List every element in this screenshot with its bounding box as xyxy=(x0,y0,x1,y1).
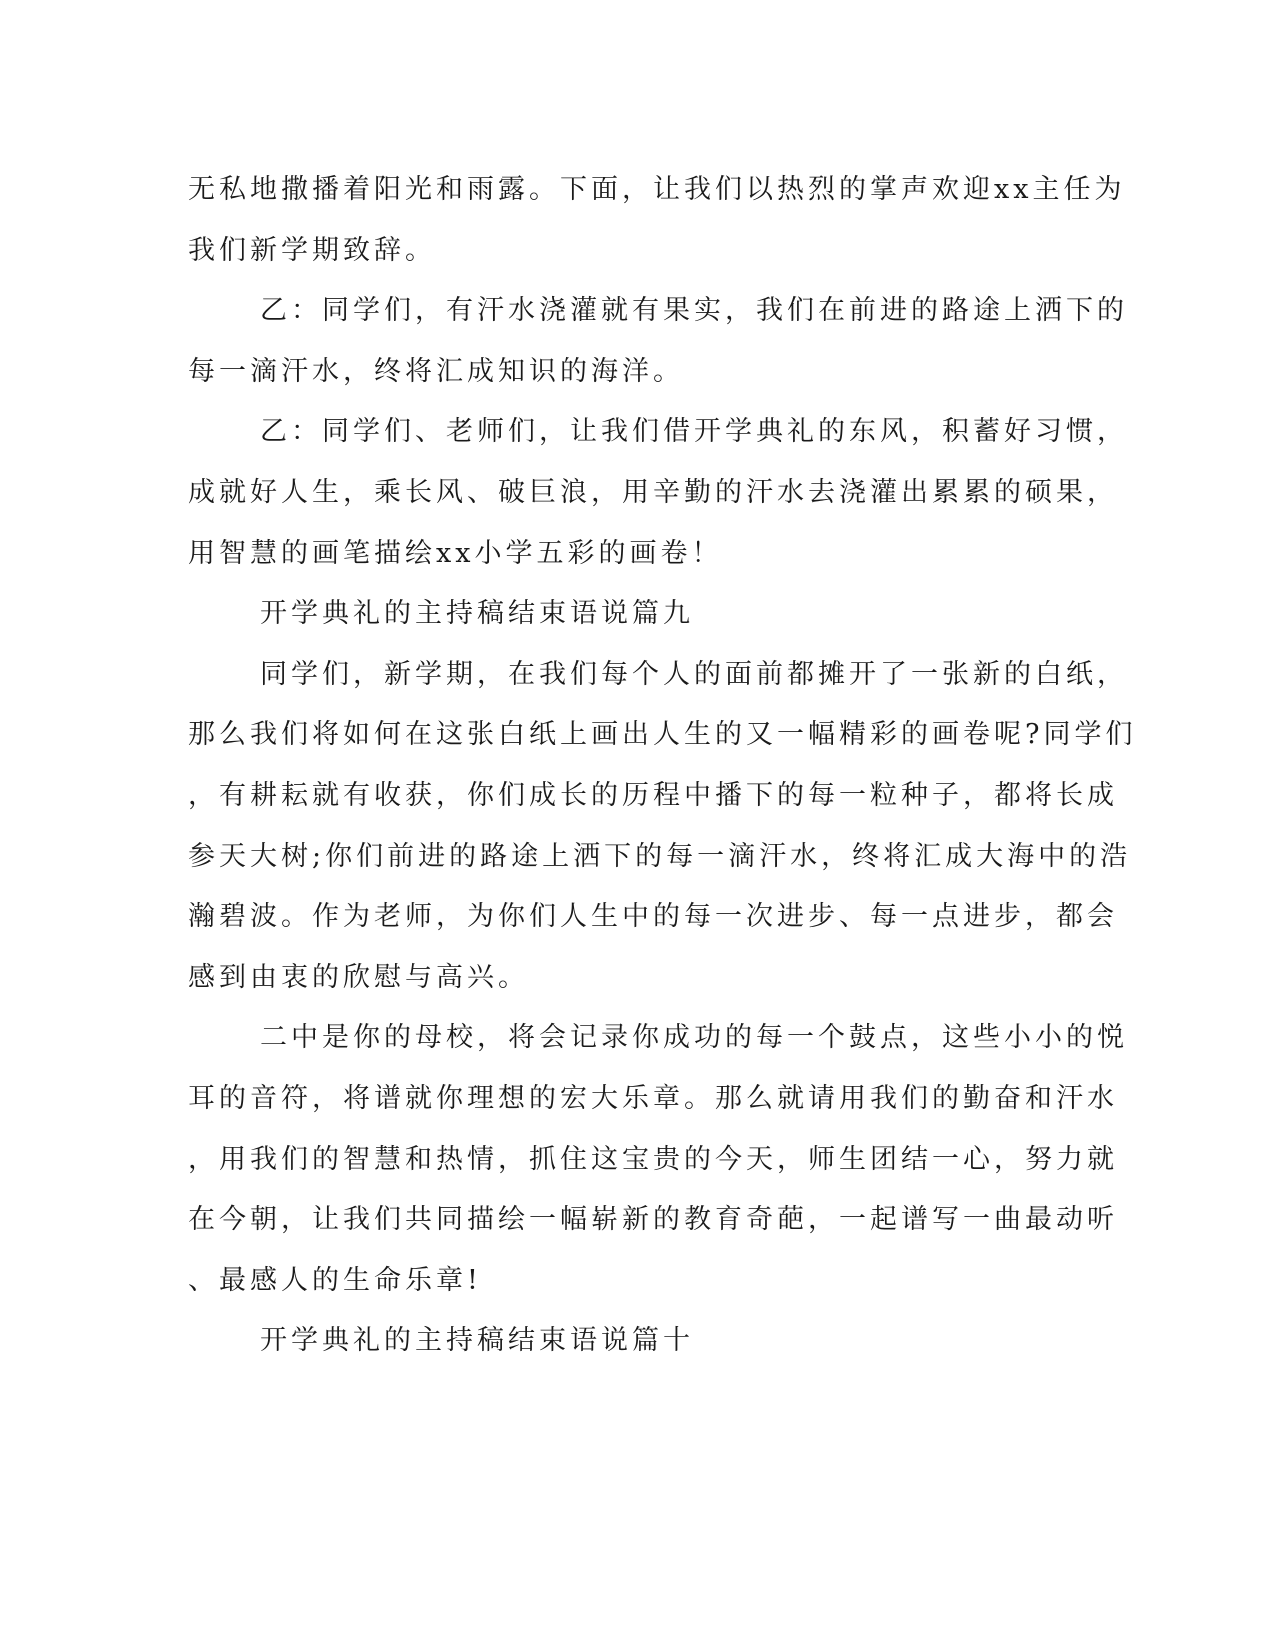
text-line-12: 参天大树;你们前进的路途上洒下的每一滴汗水，终将汇成大海中的浩 xyxy=(188,840,1132,872)
text-line-9: 同学们，新学期，在我们每个人的面前都摊开了一张新的白纸， xyxy=(260,658,1128,690)
text-line-18: 在今朝，让我们共同描绘一幅崭新的教育奇葩，一起谱写一曲最动听 xyxy=(188,1204,1118,1236)
text-line-14: 感到由衷的欣慰与高兴。 xyxy=(188,961,529,993)
text-line-19: 、最感人的生命乐章! xyxy=(188,1264,482,1296)
text-line-5: 乙：同学们、老师们，让我们借开学典礼的东风，积蓄好习惯， xyxy=(260,416,1128,448)
text-line-6: 成就好人生，乘长风、破巨浪，用辛勤的汗水去浇灌出累累的硕果， xyxy=(188,476,1118,508)
section-heading-9: 开学典礼的主持稿结束语说篇九 xyxy=(260,598,694,630)
section-heading-10: 开学典礼的主持稿结束语说篇十 xyxy=(260,1325,694,1357)
text-line-1: 无私地撒播着阳光和雨露。下面，让我们以热烈的掌声欢迎xx主任为 xyxy=(188,174,1126,205)
document-body xyxy=(188,160,1137,1372)
text-line-11: ，有耕耘就有收获，你们成长的历程中播下的每一粒种子，都将长成 xyxy=(188,779,1118,811)
text-line-10: 那么我们将如何在这张白纸上画出人生的又一幅精彩的画卷呢?同学们 xyxy=(188,719,1137,751)
text-line-4: 每一滴汗水，终将汇成知识的海洋。 xyxy=(188,355,684,387)
text-line-7: 用智慧的画笔描绘xx小学五彩的画卷！ xyxy=(188,537,723,569)
text-line-16: 耳的音符，将谱就你理想的宏大乐章。那么就请用我们的勤奋和汗水 xyxy=(188,1082,1118,1114)
text-line-13: 瀚碧波。作为老师，为你们人生中的每一次进步、每一点进步，都会 xyxy=(188,901,1118,933)
text-line-17: ，用我们的智慧和热情，抓住这宝贵的今天，师生团结一心，努力就 xyxy=(188,1143,1118,1175)
text-line-3: 乙：同学们，有汗水浇灌就有果实，我们在前进的路途上洒下的 xyxy=(260,295,1128,327)
text-line-15: 二中是你的母校，将会记录你成功的每一个鼓点，这些小小的悦 xyxy=(260,1022,1128,1054)
text-line-2: 我们新学期致辞。 xyxy=(188,234,436,266)
